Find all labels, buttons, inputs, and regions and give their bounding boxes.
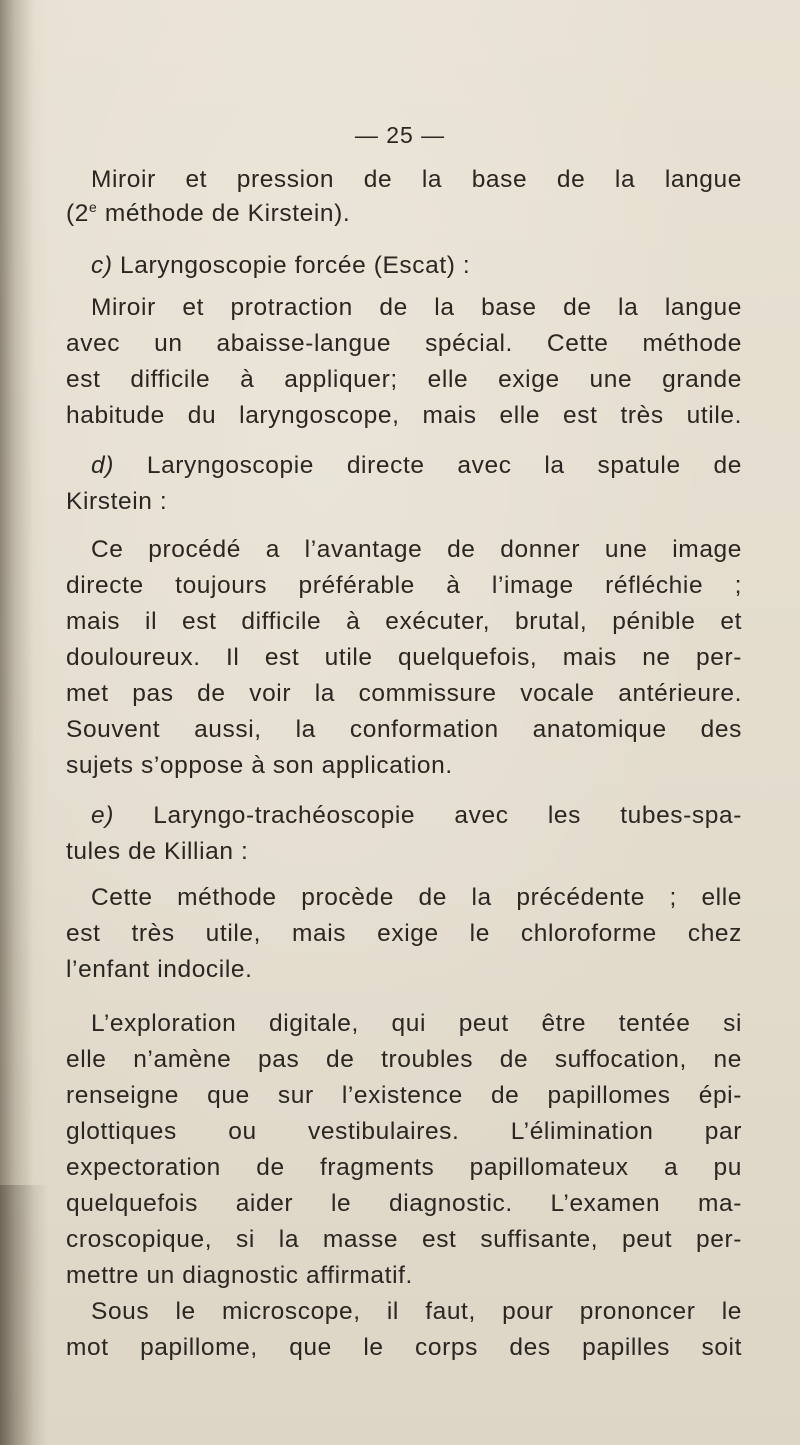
list-marker-e: e) [91,802,114,829]
text-line: avec un abaisse-langue spécial. Cette méthode [66,330,742,357]
text-line: douloureux. Il est utile quelquefois, mais ne per- [66,644,742,671]
text-line: Miroir et pression de la base de la langue [91,166,742,193]
text-line: est difficile à appliquer; elle exige une grande [66,366,742,393]
text-line: mettre un diagnostic affirmatif. [66,1262,413,1289]
text-line-fragment: méthode de Kirstein). [104,200,351,227]
section-heading: Laryngoscopie forcée (Escat) : [120,252,471,279]
text-line: directe toujours préférable à l’image réfléchie ; [66,572,742,599]
text-line: habitude du laryngoscope, mais elle est très utile. [66,402,742,429]
text-line: quelquefois aider le diagnostic. L’examen ma- [66,1190,742,1217]
text-line: croscopique, si la masse est suffisante, peut per- [66,1226,742,1253]
text-line: l’enfant indocile. [66,956,253,983]
page-gutter-shadow [0,0,48,1445]
text-line: L’exploration digitale, qui peut être tentée si [91,1010,742,1037]
text-line: sujets s’oppose à son application. [66,752,453,779]
text-line [91,800,742,832]
text-line: Sous le microscope, il faut, pour prononcer le [91,1298,742,1325]
text-line: Souvent aussi, la conformation anatomique des [66,716,742,743]
text-line [91,250,470,282]
text-line: renseigne que sur l’existence de papillomes épi- [66,1082,742,1109]
list-marker-c: c) [91,252,113,279]
list-marker-d: d) [91,452,114,479]
text-line: Cette méthode procède de la précédente ; elle [91,884,742,911]
text-line: expectoration de fragments papillomateux a pu [66,1154,742,1181]
text-line: met pas de voir la commissure vocale antérieure. [66,680,742,707]
text-line: tules de Killian : [66,838,249,865]
text-line: mais il est difficile à exécuter, brutal, pénible et [66,608,742,635]
text-line: est très utile, mais exige le chloroforme chez [66,920,742,947]
superscript: e [89,199,98,215]
page-number: — 25 — [354,122,446,148]
text-line: Ce procédé a l’avantage de donner une image [91,536,742,563]
text-line [66,198,350,230]
text-line: mot papillome, que le corps des papilles soit [66,1334,742,1361]
text-line: glottiques ou vestibulaires. L’élimination par [66,1118,742,1145]
section-heading: Laryngoscopie directe avec la spatule de [146,452,742,479]
text-line [91,450,742,482]
text-line: Kirstein : [66,488,168,515]
section-heading: Laryngo-trachéoscopie avec les tubes-spa- [153,802,742,829]
paren-marker: (2 [66,200,89,227]
text-line: elle n’amène pas de troubles de suffocation, ne [66,1046,742,1073]
text-line: Miroir et protraction de la base de la langue [91,294,742,321]
